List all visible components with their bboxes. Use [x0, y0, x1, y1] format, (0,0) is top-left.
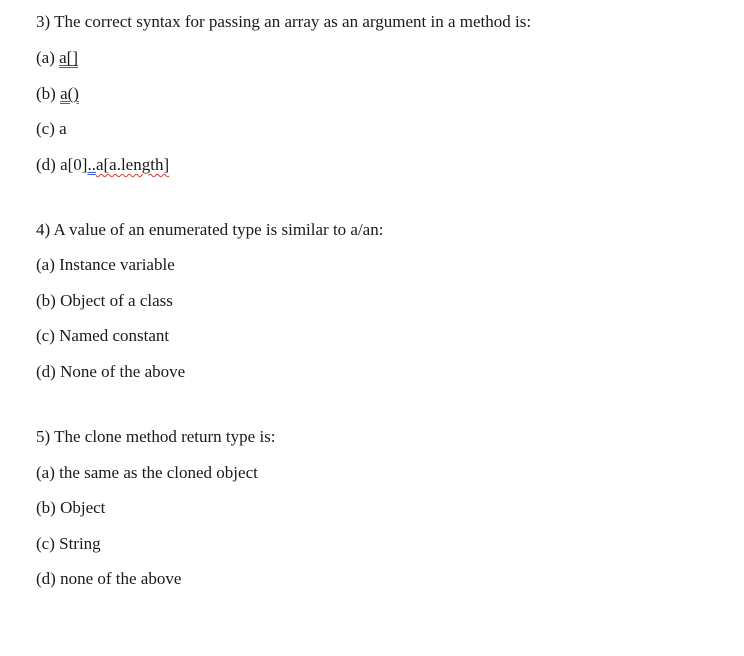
- grammar-marked-text[interactable]: a(): [60, 84, 79, 103]
- question-4-prompt: 4) A value of an enumerated type is similar to a/an:: [36, 220, 384, 239]
- question-3-option-a: [36, 48, 78, 68]
- question-5-option-a: (a) the same as the cloned object: [36, 463, 258, 482]
- question-3-option-b: [36, 84, 79, 104]
- question-3-prompt: 3) The correct syntax for passing an array as an argument in a method is:: [36, 12, 532, 31]
- question-4-option-d: (d) None of the above: [36, 362, 186, 381]
- question-5-option-d: (d) none of the above: [36, 569, 182, 588]
- option-a-prefix: (a): [36, 48, 60, 67]
- question-3-option-c: (c) a: [36, 119, 67, 138]
- question-5-option-b: (b) Object: [36, 498, 106, 517]
- question-5-option-c: (c) String: [36, 534, 101, 553]
- grammar-marked-dots[interactable]: ..: [87, 155, 96, 174]
- question-4-option-c: (c) Named constant: [36, 326, 170, 345]
- spelling-marked-text[interactable]: a[a.length]: [95, 155, 170, 174]
- question-3-option-d: [36, 155, 169, 175]
- option-b-prefix: (b): [36, 84, 61, 103]
- grammar-marked-text[interactable]: a[]: [59, 48, 78, 67]
- option-d-prefix: (d) a[0]: [36, 155, 88, 174]
- question-5-prompt: 5) The clone method return type is:: [36, 427, 276, 446]
- question-4-option-b: (b) Object of a class: [36, 291, 173, 310]
- question-4-option-a: (a) Instance variable: [36, 255, 175, 274]
